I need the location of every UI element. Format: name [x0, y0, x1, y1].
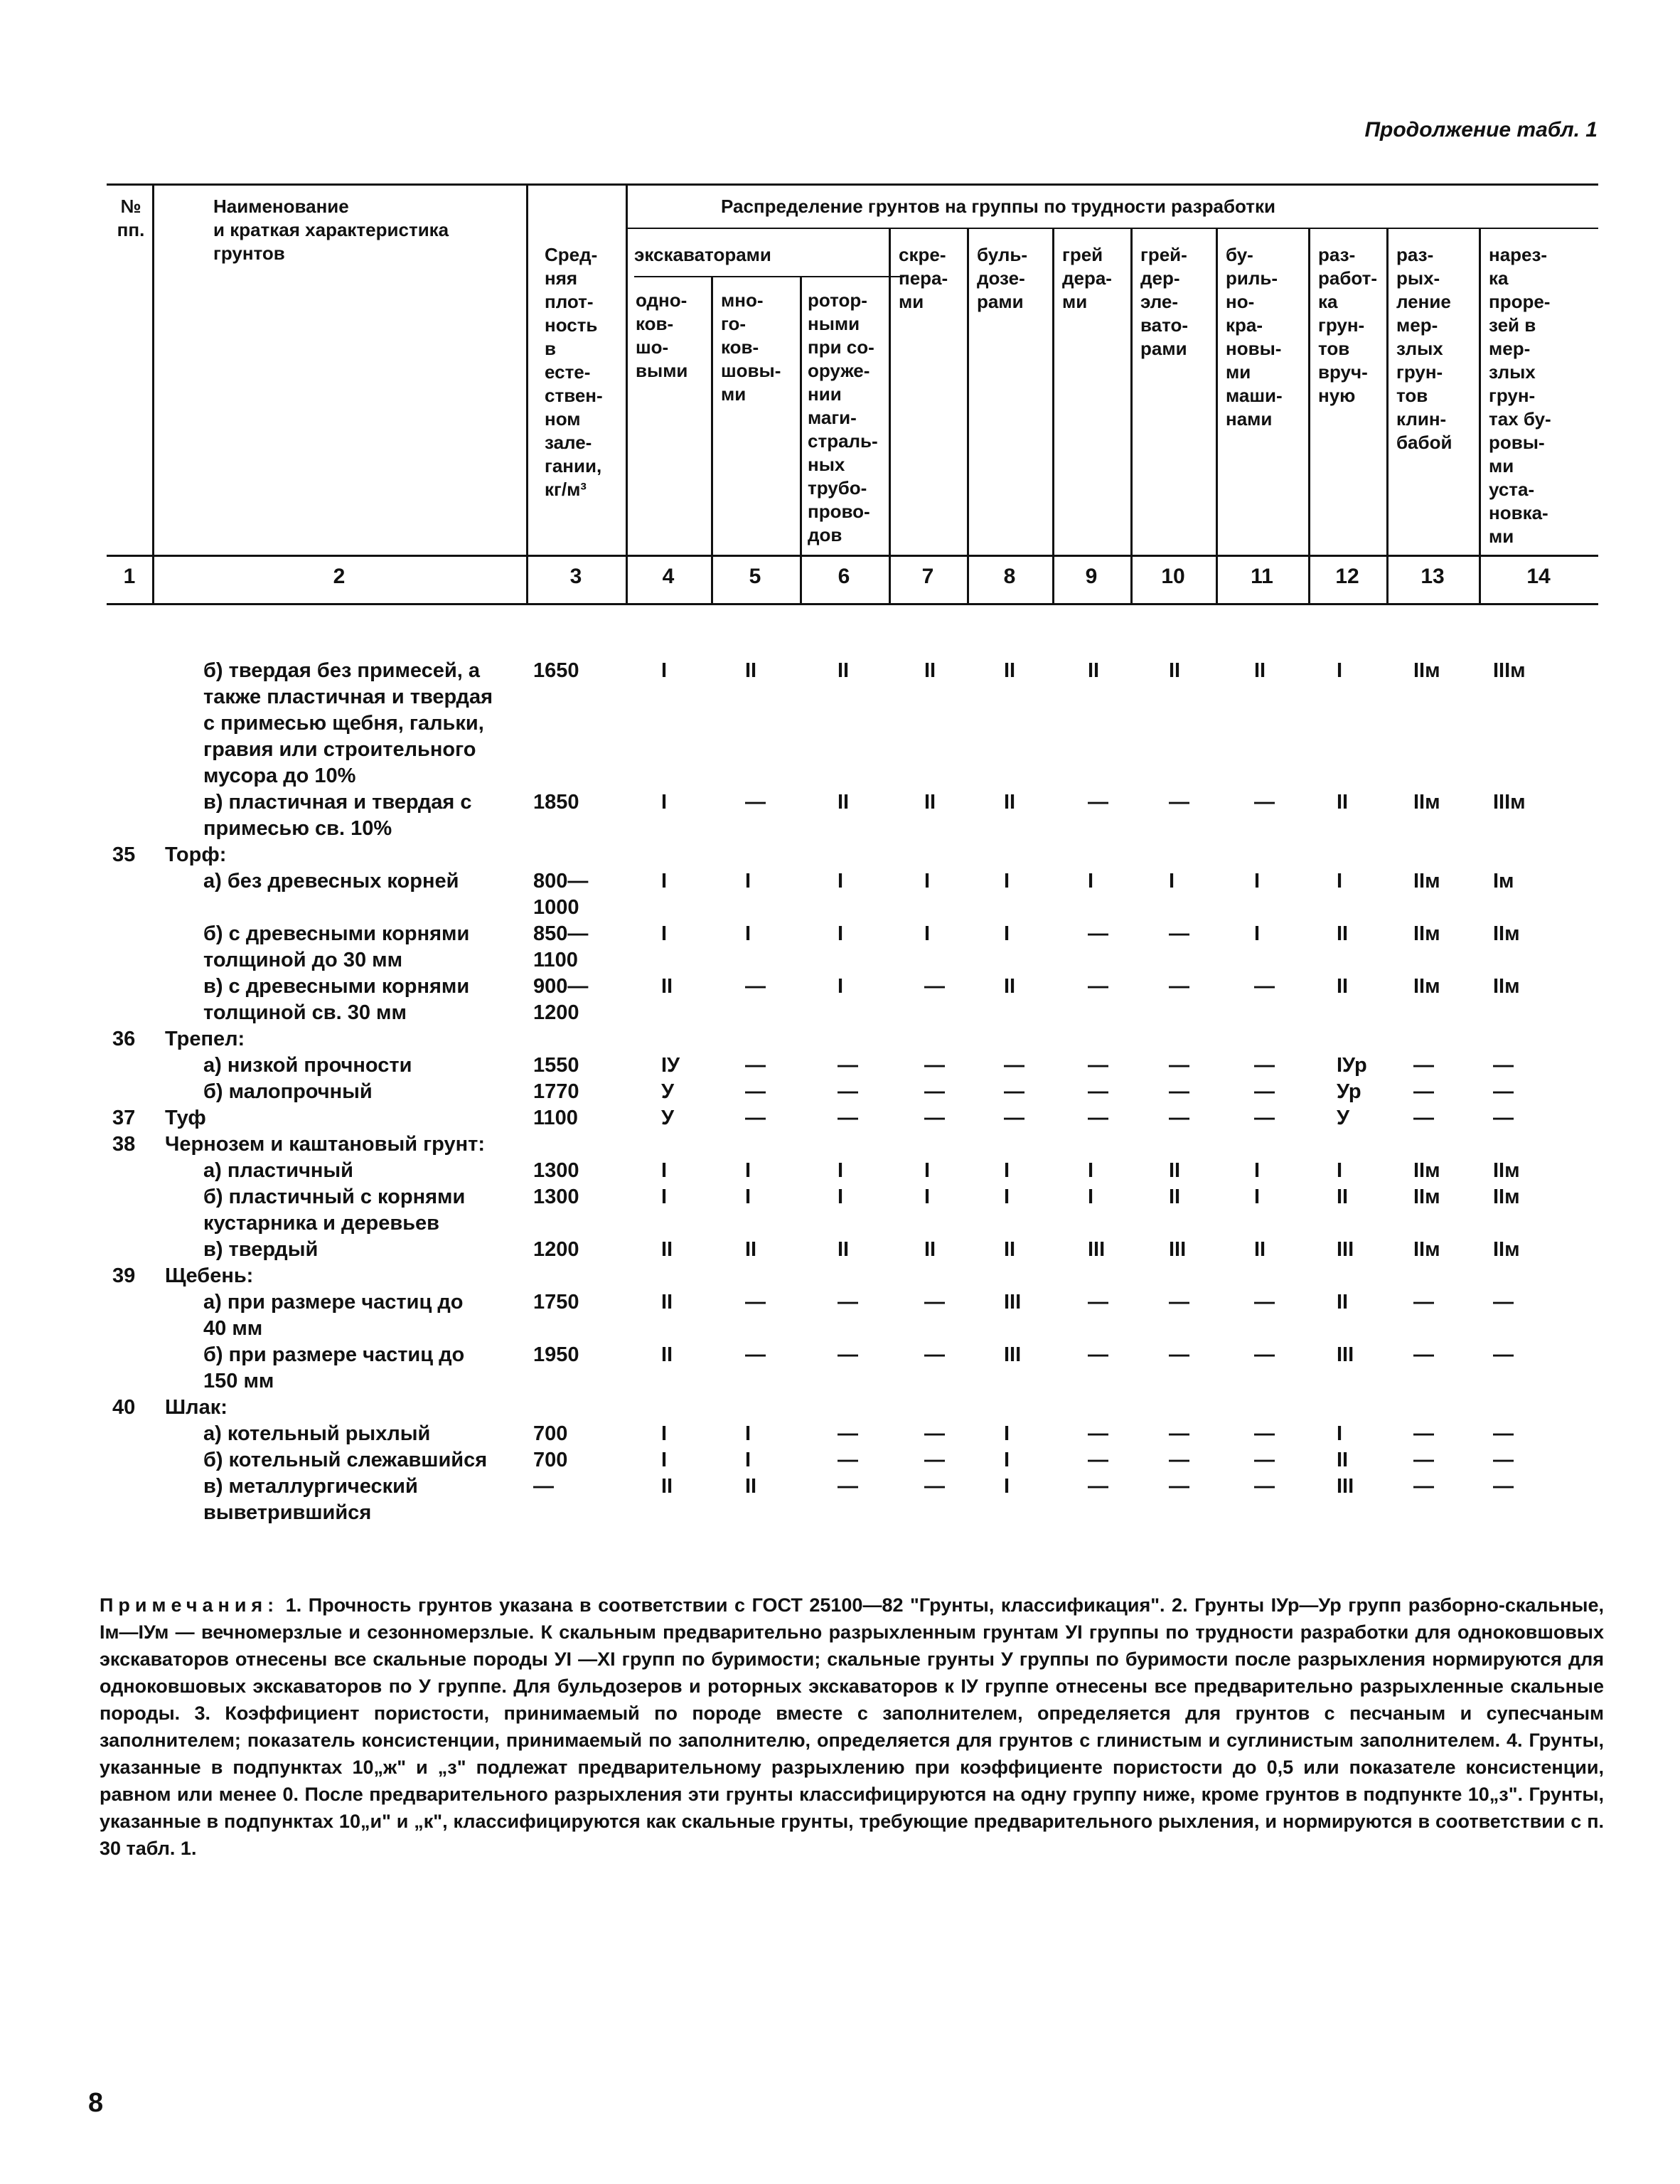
row-group-value: —	[1413, 1449, 1434, 1471]
row-group-value: —	[1254, 1449, 1275, 1471]
row-group-value: II	[1337, 1186, 1349, 1208]
row-group-value: —	[838, 1107, 858, 1129]
row-group-value: IIм	[1413, 659, 1440, 682]
row-group-value: —	[1493, 1080, 1514, 1103]
row-group-value: —	[1254, 1291, 1275, 1314]
row-group-value: —	[1004, 1054, 1024, 1077]
row-group-value: I	[1004, 1449, 1010, 1471]
row-group-value: Iм	[1493, 870, 1514, 893]
row-group-value: —	[745, 1291, 766, 1314]
column-number: 12	[1335, 565, 1359, 588]
row-density: 1300	[533, 1159, 579, 1182]
row-group-value: II	[1254, 659, 1266, 682]
row-group-value: I	[838, 1159, 844, 1182]
row-group-value: III	[1169, 1238, 1187, 1261]
row-group-value: —	[1169, 1107, 1189, 1129]
table-row	[107, 921, 1598, 974]
row-group-value: I	[661, 922, 668, 945]
row-group-value: I	[1254, 1159, 1261, 1182]
row-group-value: II	[661, 1238, 673, 1261]
row-label: б) малопрочный	[203, 1080, 373, 1103]
row-group-value: II	[1169, 1186, 1181, 1208]
row-group-value: I	[924, 922, 931, 945]
row-group-value: II	[1004, 791, 1016, 814]
row-group-value: IIм	[1413, 1238, 1440, 1261]
row-group-value: I	[661, 791, 668, 814]
row-group-value: II	[1337, 922, 1349, 945]
row-group-value: —	[1169, 1080, 1189, 1103]
row-group-value: —	[1254, 975, 1275, 998]
header-divider	[967, 228, 969, 605]
column-number: 4	[662, 565, 675, 588]
row-group-value: —	[1004, 1107, 1024, 1129]
row-group-value: IУ	[661, 1054, 680, 1077]
row-label: Щебень:	[165, 1264, 254, 1287]
row-group-value: У	[661, 1080, 675, 1103]
row-group-value: —	[1088, 1449, 1108, 1471]
row-group-value: I	[1004, 1475, 1010, 1498]
row-group-value: I	[1337, 1422, 1343, 1445]
row-group-value: IIм	[1413, 975, 1440, 998]
header-divider	[626, 183, 628, 605]
header-col-4: одно- ков- шо- выми	[636, 289, 688, 381]
row-group-value: —	[838, 1080, 858, 1103]
row-group-value: —	[1169, 1422, 1189, 1445]
header-divider	[1216, 228, 1218, 605]
row-label: а) котельный рыхлый	[203, 1422, 431, 1445]
row-group-value: —	[745, 1080, 766, 1103]
header-divider	[1386, 228, 1389, 605]
row-group-value: I	[1004, 1159, 1010, 1182]
row-group-value: I	[1088, 1159, 1094, 1182]
row-group-value: II	[1337, 975, 1349, 998]
row-group-value: I	[1004, 1422, 1010, 1445]
row-group-value: I	[1004, 1186, 1010, 1208]
header-col-14: нарез- ка проре- зей в мер- злых грун- тах бу- ровы- ми уста- новка- ми	[1489, 244, 1551, 547]
row-group-value: —	[1088, 1475, 1108, 1498]
row-group-value: IIм	[1413, 791, 1440, 814]
row-group-value: II	[1337, 1291, 1349, 1314]
row-group-value: —	[838, 1291, 858, 1314]
row-group-value: —	[838, 1422, 858, 1445]
row-group-value: —	[1254, 1343, 1275, 1366]
row-group-value: —	[1169, 1054, 1189, 1077]
row-label: в) с древесными корнями толщиной св. 30 мм	[203, 975, 470, 1024]
row-group-value: —	[1254, 1475, 1275, 1498]
row-group-value: II	[1169, 1159, 1181, 1182]
row-group-value: I	[745, 922, 751, 945]
row-group-value: II	[745, 1238, 757, 1261]
row-group-value: I	[661, 1159, 668, 1182]
row-group-value: —	[745, 1107, 766, 1129]
table-continuation-caption: Продолжение табл. 1	[1364, 118, 1598, 142]
row-group-value: I	[1254, 1186, 1261, 1208]
row-group-value: —	[924, 1080, 945, 1103]
row-group-value: I	[745, 1422, 751, 1445]
row-group-value: —	[1088, 1291, 1108, 1314]
row-group-value: —	[1169, 922, 1189, 945]
row-group-value: —	[1169, 975, 1189, 998]
row-group-value: II	[745, 659, 757, 682]
row-label: а) без древесных корней	[203, 870, 459, 893]
table-row	[107, 842, 1598, 868]
table-row	[107, 1474, 1598, 1526]
row-group-value: I	[1254, 870, 1261, 893]
column-number: 7	[921, 565, 934, 588]
row-number: 35	[112, 843, 136, 866]
row-group-value: У	[1337, 1107, 1350, 1129]
column-number: 8	[1003, 565, 1016, 588]
row-group-value: —	[924, 1291, 945, 1314]
table-row	[107, 1079, 1598, 1105]
header-divider	[526, 183, 528, 605]
table-row	[107, 1026, 1598, 1053]
row-group-value: II	[661, 1343, 673, 1366]
header-group-title: Распределение грунтов на группы по трудности разработки	[721, 196, 1275, 217]
row-label: а) пластичный	[203, 1159, 354, 1182]
row-group-value: —	[924, 975, 945, 998]
header-col-name: Наименование и краткая характеристика грунтов	[213, 196, 449, 264]
row-number: 37	[112, 1107, 136, 1129]
row-group-value: —	[1088, 1107, 1108, 1129]
row-group-value: —	[1088, 975, 1108, 998]
row-group-value: —	[1088, 1054, 1108, 1077]
row-group-value: II	[661, 1291, 673, 1314]
numbers-bottom-rule	[107, 603, 1598, 605]
table-row	[107, 868, 1598, 921]
row-number: 38	[112, 1133, 136, 1156]
row-group-value: I	[745, 870, 751, 893]
row-group-value: I	[838, 870, 844, 893]
row-group-value: —	[1413, 1054, 1434, 1077]
row-group-value: IIм	[1493, 1159, 1520, 1182]
row-density: 700	[533, 1422, 568, 1445]
row-group-value: IIм	[1413, 1159, 1440, 1182]
row-density: 800— 1000	[533, 870, 589, 919]
row-density: —	[533, 1475, 554, 1498]
row-group-value: —	[1169, 1449, 1189, 1471]
row-group-value: —	[1413, 1107, 1434, 1129]
row-group-value: II	[924, 791, 936, 814]
row-group-value: —	[1413, 1291, 1434, 1314]
header-col-density: Сред- няя плот- ность в есте- ствен- ном зале- гании, кг/м³	[545, 244, 603, 500]
row-group-value: IIм	[1493, 1186, 1520, 1208]
row-group-value: —	[1413, 1343, 1434, 1366]
row-group-value: I	[1004, 922, 1010, 945]
row-group-value: —	[1088, 922, 1108, 945]
row-group-value: I	[924, 1186, 931, 1208]
row-group-value: I	[1169, 870, 1175, 893]
row-group-value: I	[661, 870, 668, 893]
row-group-value: —	[1413, 1422, 1434, 1445]
row-group-value: —	[1254, 1422, 1275, 1445]
table-row	[107, 1131, 1598, 1158]
row-group-value: IIIм	[1493, 791, 1526, 814]
row-group-value: I	[924, 1159, 931, 1182]
row-density: 1770	[533, 1080, 579, 1103]
header-col-11: бу- риль- но- кра- новы- ми маши- нами	[1226, 244, 1283, 430]
row-group-value: III	[1337, 1238, 1354, 1261]
row-group-value: II	[1004, 975, 1016, 998]
column-number: 3	[569, 565, 582, 588]
row-group-value: —	[924, 1475, 945, 1498]
row-group-value: II	[838, 1238, 850, 1261]
row-group-value: I	[661, 1449, 668, 1471]
row-group-value: —	[1493, 1343, 1514, 1366]
row-group-value: II	[838, 791, 850, 814]
table-row	[107, 1447, 1598, 1474]
row-group-value: —	[1004, 1080, 1024, 1103]
row-group-value: IУр	[1337, 1054, 1367, 1077]
row-group-value: IIм	[1493, 1238, 1520, 1261]
row-group-value: II	[924, 1238, 936, 1261]
column-number: 5	[749, 565, 761, 588]
row-group-value: —	[1493, 1449, 1514, 1471]
row-density: 1550	[533, 1054, 579, 1077]
row-density: 1300	[533, 1186, 579, 1208]
row-label: Шлак:	[165, 1396, 228, 1419]
header-divider	[711, 276, 713, 605]
row-group-value: —	[1493, 1291, 1514, 1314]
header-divider	[800, 276, 802, 605]
row-density: 1200	[533, 1238, 579, 1261]
notes-heading: Примечания:	[100, 1594, 279, 1616]
table-row	[107, 1289, 1598, 1342]
table-row	[107, 658, 1598, 789]
row-group-value: I	[661, 1422, 668, 1445]
row-density: 1750	[533, 1291, 579, 1314]
header-col-10: грей- дер- эле- вато- рами	[1140, 244, 1189, 359]
row-group-value: II	[745, 1475, 757, 1498]
row-group-value: IIIм	[1493, 659, 1526, 682]
row-group-value: I	[838, 1186, 844, 1208]
table-row	[107, 974, 1598, 1026]
header-col-7: скре- пера- ми	[899, 244, 948, 312]
row-group-value: I	[1337, 870, 1343, 893]
row-label: б) котельный слежавшийся	[203, 1449, 488, 1471]
row-group-value: Ур	[1337, 1080, 1361, 1103]
column-number: 1	[123, 565, 136, 588]
row-group-value: I	[745, 1449, 751, 1471]
row-label: в) пластичная и твердая с примесью св. 10%	[203, 791, 472, 840]
row-group-value: I	[1254, 922, 1261, 945]
row-group-value: II	[1337, 1449, 1349, 1471]
row-label: б) при размере частиц до 150 мм	[203, 1343, 465, 1392]
row-group-value: I	[1088, 870, 1094, 893]
column-number: 14	[1526, 565, 1551, 588]
header-bottom-rule	[107, 555, 1598, 557]
row-group-value: I	[1337, 659, 1343, 682]
row-label: б) с древесными корнями толщиной до 30 мм	[203, 922, 470, 971]
row-group-value: I	[1337, 1159, 1343, 1182]
table-row	[107, 789, 1598, 842]
row-group-value: IIм	[1413, 1186, 1440, 1208]
row-density: 900— 1200	[533, 975, 589, 1024]
column-number: 6	[838, 565, 850, 588]
table-row	[107, 1263, 1598, 1289]
row-density: 700	[533, 1449, 568, 1471]
row-group-value: —	[1493, 1422, 1514, 1445]
row-group-value: —	[745, 975, 766, 998]
row-density: 850— 1100	[533, 922, 589, 971]
row-group-value: III	[1088, 1238, 1106, 1261]
row-group-value: III	[1004, 1291, 1022, 1314]
column-number: 10	[1161, 565, 1185, 588]
header-col-5: мно- го- ков- шовы- ми	[721, 289, 781, 405]
row-group-value: —	[1169, 1291, 1189, 1314]
row-group-value: —	[1088, 791, 1108, 814]
row-group-value: II	[1169, 659, 1181, 682]
notes-text: 1. Прочность грунтов указана в соответствии с ГОСТ 25100—82 "Грунты, классификация". 2. Грунты IУр—Ур групп разборно-скальные, Iм—IУм — вечномерзлые и сезонномерзлые. К скальным предварительно разрыхленным грунтам УI группы по трудности разработки для одноковшовых экскаваторов отнесены все скальные породы УI —XI групп по буримости; скальные грунты У группы по буримости после разрыхления нормируются для одноковшовых экскаваторов по У группе. Для бульдозеров и роторных экскаваторов к IУ группе отнесены все предварительно разрыхленные скальные породы. 3. Коэффициент пористости, принимаемый по породе вместе с заполнителем, определяется для грунтов с песчаным и супесчаным заполнителем; показатель консистенции, принимаемый по заполнителю, определяется для грунтов с глинистым и суглинистым заполнителем. 4. Грунты, указанные в подпунктах 10„ж" и „з" подлежат предварительному разрыхлению при коэффициенте пористости до 0,5 или показателе консистенции, равном или менее 0. После предварительного разрыхления эти грунты классифицируются на одну группу ниже, кроме грунтов в подпункте 10„з". Грунты, указанные в подпунктах 10„и" и „к", классифицируются как скальные грунты, требующие предварительного рыхления, и нормируются в соответствии с п. 30 табл. 1.	[100, 1594, 1604, 1859]
row-group-value: —	[1088, 1422, 1108, 1445]
row-group-value: I	[838, 922, 844, 945]
row-group-value: II	[924, 659, 936, 682]
row-density: 1100	[533, 1107, 578, 1129]
row-group-value: II	[1088, 659, 1100, 682]
header-divider	[1308, 228, 1310, 605]
table-row	[107, 1105, 1598, 1131]
column-number: 11	[1251, 565, 1273, 588]
row-group-value: III	[1004, 1343, 1022, 1366]
row-group-value: —	[1413, 1080, 1434, 1103]
header-col-8: буль- дозе- рами	[977, 244, 1027, 312]
table-row	[107, 1158, 1598, 1184]
row-group-value: III	[1337, 1343, 1354, 1366]
header-divider	[889, 228, 891, 605]
row-group-value: III	[1337, 1475, 1354, 1498]
column-number: 13	[1420, 565, 1445, 588]
row-label: в) твердый	[203, 1238, 319, 1261]
header-col-9: грей дера- ми	[1062, 244, 1112, 312]
row-group-value: IIм	[1413, 870, 1440, 893]
row-label: Туф	[165, 1107, 206, 1129]
header-group-rule	[626, 228, 1598, 229]
header-excavator-rule	[634, 276, 904, 277]
row-group-value: У	[661, 1107, 675, 1129]
page-number: 8	[88, 2088, 104, 2118]
row-group-value: —	[745, 791, 766, 814]
row-group-value: I	[745, 1186, 751, 1208]
table-row	[107, 1184, 1598, 1237]
row-group-value: —	[924, 1107, 945, 1129]
header-excavators: экскаваторами	[634, 244, 771, 265]
row-group-value: IIм	[1493, 922, 1520, 945]
header-col-12: раз- работ- ка грун- тов вруч- ную	[1318, 244, 1378, 406]
row-label: Трепел:	[165, 1028, 245, 1050]
row-density: 1950	[533, 1343, 579, 1366]
row-group-value: —	[1169, 1343, 1189, 1366]
column-number: 9	[1085, 565, 1098, 588]
table-row	[107, 1237, 1598, 1263]
row-density: 1850	[533, 791, 579, 814]
table-header	[107, 183, 1598, 606]
row-group-value: I	[1004, 870, 1010, 893]
row-group-value: I	[661, 659, 668, 682]
row-group-value: —	[838, 1054, 858, 1077]
row-group-value: —	[924, 1449, 945, 1471]
row-group-value: —	[838, 1449, 858, 1471]
row-group-value: —	[1169, 791, 1189, 814]
row-label: а) низкой прочности	[203, 1054, 412, 1077]
header-col-number: № пп.	[117, 196, 145, 240]
row-group-value: I	[745, 1159, 751, 1182]
row-group-value: —	[1254, 1107, 1275, 1129]
row-group-value: II	[661, 1475, 673, 1498]
row-group-value: —	[1493, 1475, 1514, 1498]
header-divider	[1479, 228, 1481, 605]
row-group-value: —	[1493, 1107, 1514, 1129]
header-col-13: раз- рых- ление мер- злых грун- тов клин- бабой	[1396, 244, 1452, 453]
row-group-value: II	[1004, 659, 1016, 682]
row-group-value: I	[924, 870, 931, 893]
table-row	[107, 1053, 1598, 1079]
row-group-value: II	[838, 659, 850, 682]
row-group-value: IIм	[1493, 975, 1520, 998]
row-group-value: IIм	[1413, 922, 1440, 945]
row-group-value: —	[1254, 791, 1275, 814]
row-group-value: —	[924, 1422, 945, 1445]
table-row	[107, 1395, 1598, 1421]
row-group-value: II	[1004, 1238, 1016, 1261]
row-group-value: —	[1413, 1475, 1434, 1498]
row-group-value: —	[1088, 1343, 1108, 1366]
row-group-value: I	[661, 1186, 668, 1208]
row-group-value: —	[1169, 1475, 1189, 1498]
row-group-value: —	[1493, 1054, 1514, 1077]
row-group-value: —	[1254, 1080, 1275, 1103]
table-notes	[100, 1592, 1604, 1862]
column-number: 2	[333, 565, 346, 588]
header-divider	[1130, 228, 1133, 605]
row-label: Торф:	[165, 843, 227, 866]
header-col-6: ротор- ными при со- оруже- нии маги- страль- ных трубо- прово- дов	[808, 289, 878, 545]
table-row	[107, 1421, 1598, 1447]
row-group-value: II	[1254, 1238, 1266, 1261]
row-group-value: —	[745, 1054, 766, 1077]
row-number: 40	[112, 1396, 136, 1419]
row-label: в) металлургический выветрившийся	[203, 1475, 418, 1524]
table-row	[107, 1342, 1598, 1395]
row-group-value: —	[838, 1343, 858, 1366]
row-label: б) твердая без примесей, а также пластичная и твердая с примесью щебня, гальки, гравия или строительного мусора до 10%	[203, 659, 493, 787]
row-label: б) пластичный с корнями кустарника и деревьев	[203, 1186, 466, 1235]
row-group-value: —	[1088, 1080, 1108, 1103]
row-label: Чернозем и каштановый грунт:	[165, 1133, 486, 1156]
header-divider	[1052, 228, 1054, 605]
row-group-value: I	[838, 975, 844, 998]
row-label: а) при размере частиц до 40 мм	[203, 1291, 464, 1340]
row-group-value: —	[924, 1054, 945, 1077]
row-group-value: —	[1254, 1054, 1275, 1077]
row-group-value: —	[924, 1343, 945, 1366]
row-number: 36	[112, 1028, 136, 1050]
row-number: 39	[112, 1264, 136, 1287]
row-density: 1650	[533, 659, 579, 682]
header-top-rule	[107, 183, 1598, 186]
row-group-value: II	[1337, 791, 1349, 814]
row-group-value: —	[745, 1343, 766, 1366]
row-group-value: I	[1088, 1186, 1094, 1208]
row-group-value: —	[838, 1475, 858, 1498]
header-divider	[152, 183, 154, 605]
row-group-value: II	[661, 975, 673, 998]
